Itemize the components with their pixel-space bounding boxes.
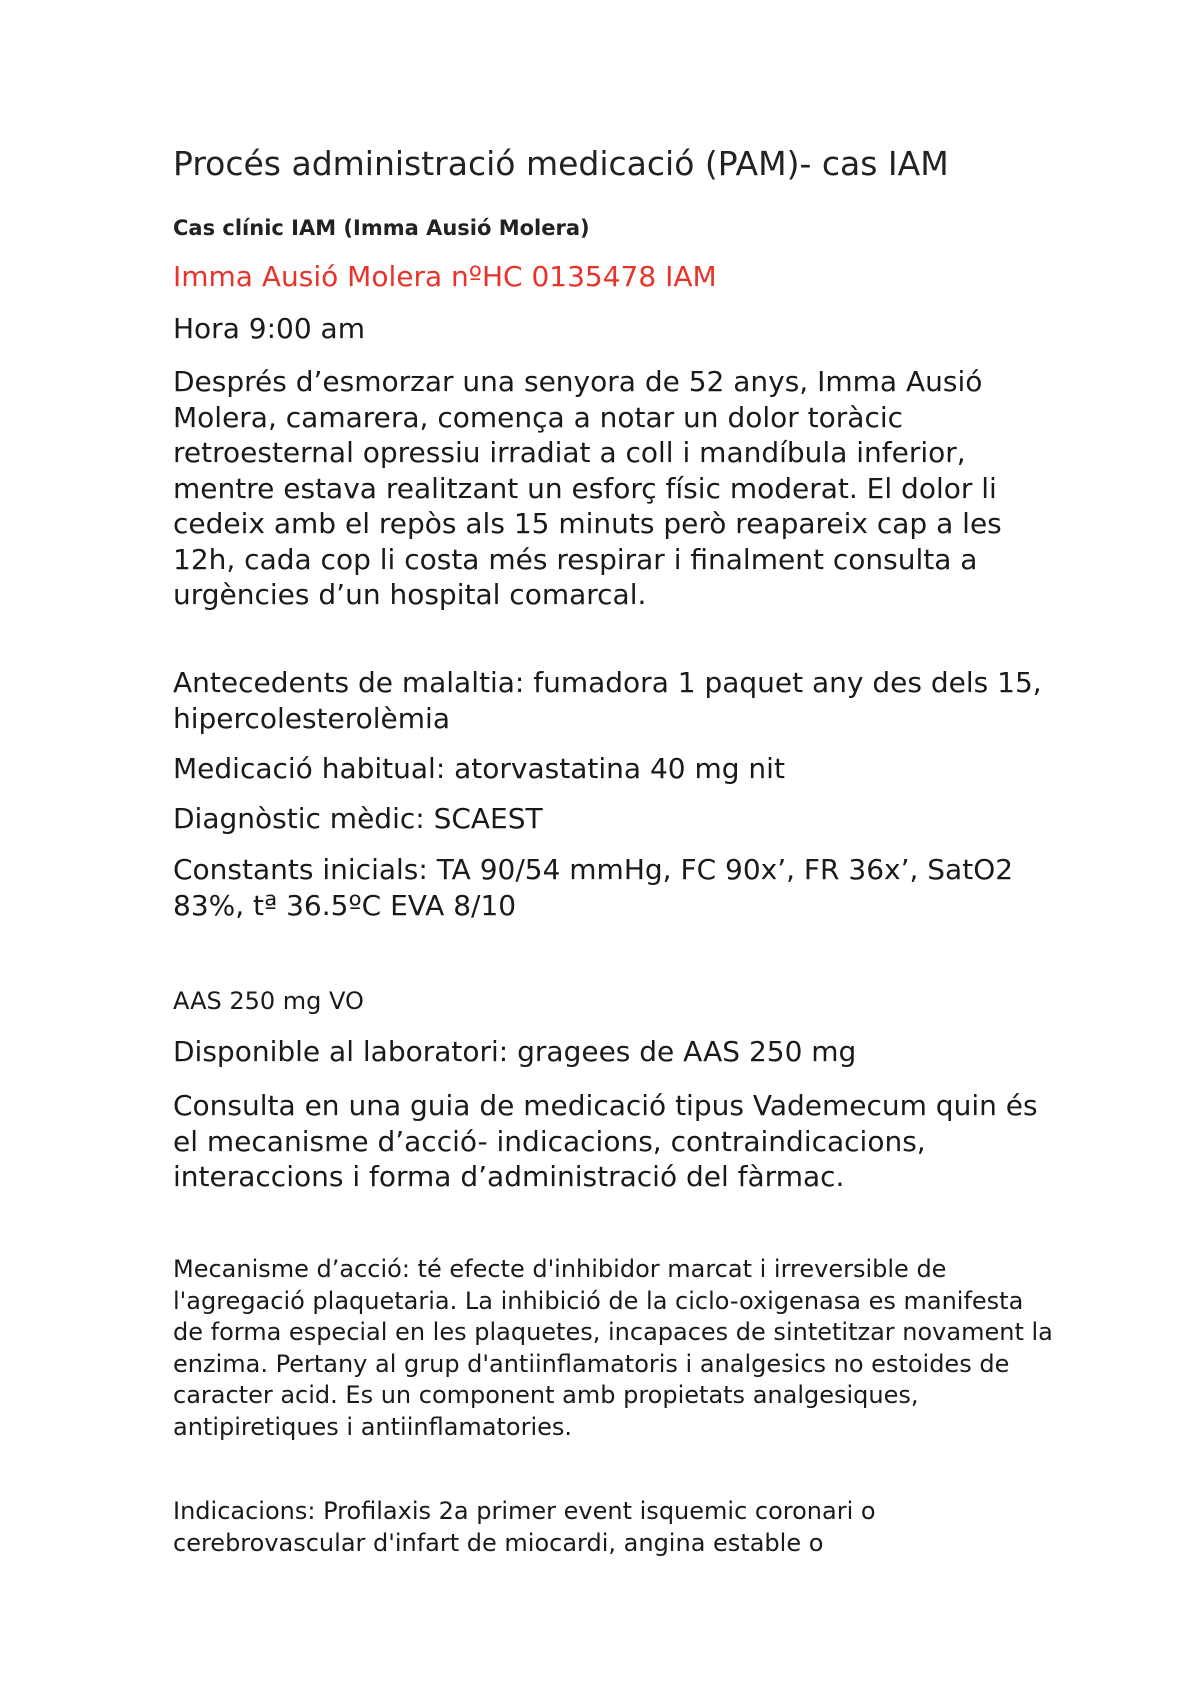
case-description-paragraph: Després d’esmorzar una senyora de 52 anys, Imma Ausió Molera, camarera, comença a notar un dolor toràcic retroesternal opressiu irradiat a coll i mandíbula inferior, mentre estava realitzant un esforç físic moderat. El dolor li cedeix amb el repòs als 15 minuts però reapareix cap a les 12h, cada cop li costa més respirar i finalment consulta a urgències d’un hospital comarcal.	[173, 365, 1002, 611]
patient-line: Imma Ausió Molera nºHC 0135478 IAM	[173, 260, 717, 293]
document-title: Procés administració medicació (PAM)- cas IAM	[173, 144, 949, 183]
vitals-paragraph: Constants inicials: TA 90/54 mmHg, FC 90x’, FR 36x’, SatO2 83%, tª 36.5ºC EVA 8/10	[173, 853, 1014, 922]
indications-paragraph: Indicacions: Profilaxis 2a primer event isquemic coronari o cerebrovascular d'infart de miocardi, angina estable o	[173, 1497, 876, 1557]
usual-medication-paragraph: Medicació habitual: atorvastatina 40 mg nit	[173, 752, 785, 785]
antecedents-paragraph: Antecedents de malaltia: fumadora 1 paquet any des dels 15, hipercolesterolèmia	[173, 666, 1042, 735]
drug-order-paragraph: AAS 250 mg VO	[173, 987, 364, 1015]
availability-paragraph: Disponible al laboratori: gragees de AAS 250 mg	[173, 1035, 857, 1068]
consult-instruction-paragraph: Consulta en una guia de medicació tipus Vademecum quin és el mecanisme d’acció- indicacions, contraindicacions, interaccions i forma d’administració del fàrmac.	[173, 1089, 1038, 1193]
diagnosis-paragraph: Diagnòstic mèdic: SCAEST	[173, 802, 543, 835]
case-subtitle: Cas clínic IAM (Imma Ausió Molera)	[173, 216, 590, 240]
mechanism-paragraph: Mecanisme d’acció: té efecte d'inhibidor marcat i irreversible de l'agregació plaquetaria. La inhibició de la ciclo-oxigenasa es manifesta de forma especial en les plaquetes, incapaces de sintetitzar novament la enzima. Pertany al grup d'antiinflamatoris i analgesics no estoides de caracter acid. Es un component amb propietats analgesiques, antipiretiques i antiinflamatories.	[173, 1255, 1053, 1441]
time-paragraph: Hora 9:00 am	[173, 312, 365, 345]
